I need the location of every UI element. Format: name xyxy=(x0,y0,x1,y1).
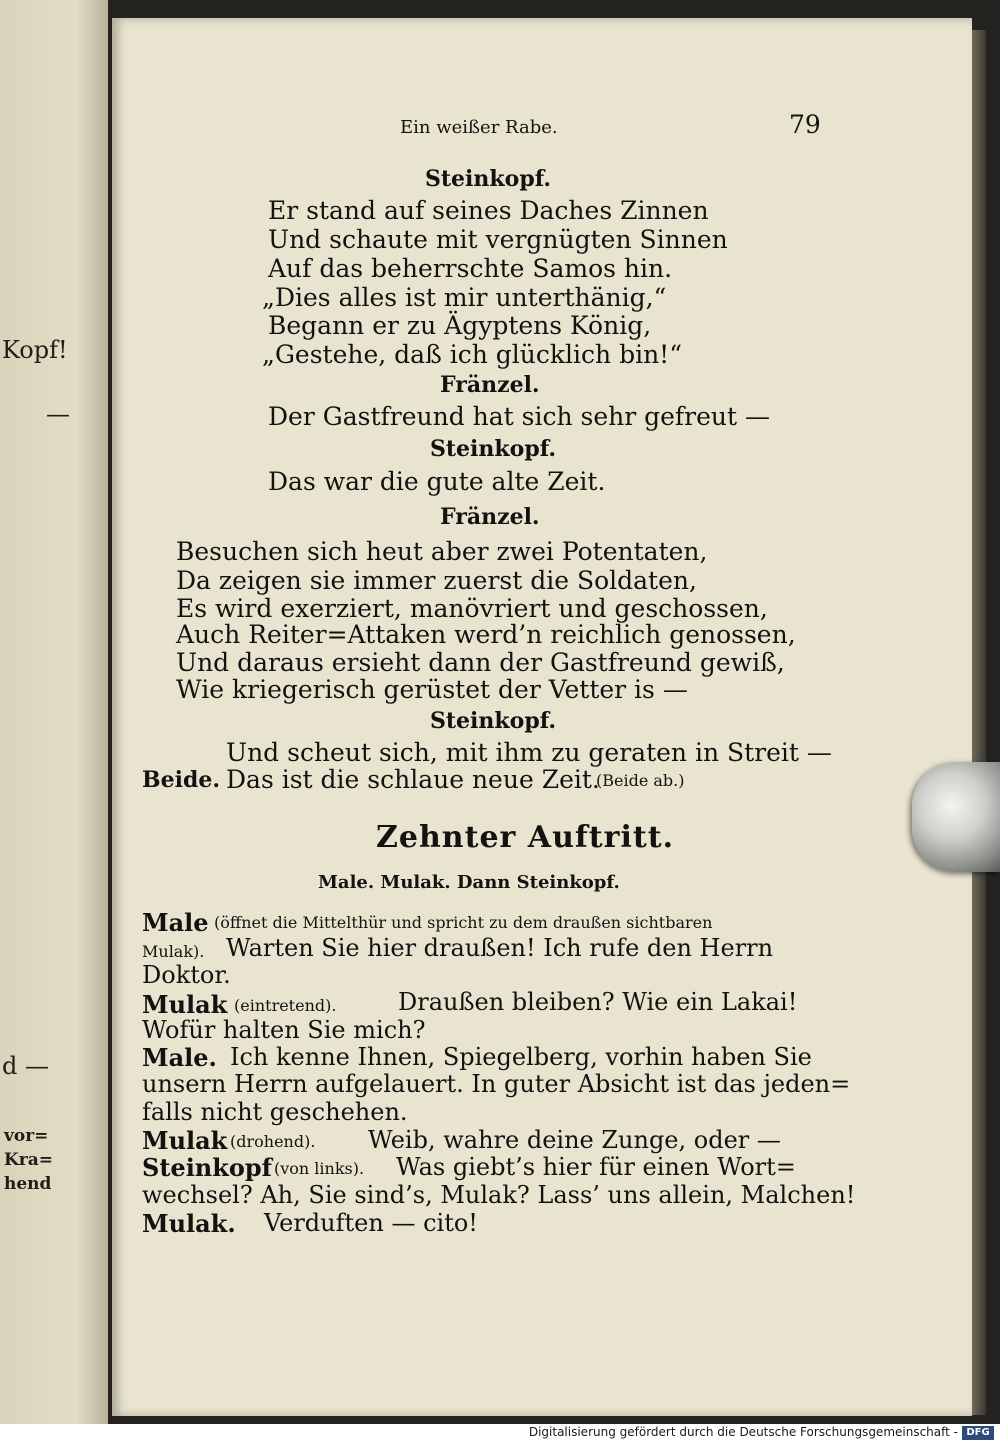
page-clip xyxy=(912,762,1000,872)
facing-page-fragment: Kopf! xyxy=(2,336,68,364)
page-edge xyxy=(972,30,986,1415)
speaker-name: Beide. xyxy=(142,767,220,793)
stage-direction: (Beide ab.) xyxy=(596,771,685,790)
dialogue-line: Warten Sie hier draußen! Ich rufe den Herrn xyxy=(226,934,774,962)
verse-line: Auch Reiter=Attaken werd’n reichlich genossen, xyxy=(176,620,796,649)
verse-line: Und schaute mit vergnügten Sinnen xyxy=(268,225,728,254)
dialogue-line: Doktor. xyxy=(142,961,231,989)
verse-line: „Dies alles ist mir unterthänig,“ xyxy=(262,283,667,312)
dialogue-line: unsern Herrn aufgelauert. In guter Absicht ist das jeden= xyxy=(142,1070,851,1098)
scene-title: Zehnter Auftritt. xyxy=(376,820,675,855)
funding-credit: Digitalisierung gefördert durch die Deutsche Forschungsgemeinschaft - xyxy=(528,1425,958,1439)
verse-line: Und scheut sich, mit ihm zu geraten in Streit — xyxy=(226,738,832,767)
verse-line: „Gestehe, daß ich glücklich bin!“ xyxy=(262,340,682,369)
dialogue-line: Wofür halten Sie mich? xyxy=(142,1016,426,1044)
verse-line: Der Gastfreund hat sich sehr gefreut — xyxy=(268,402,771,431)
speaker-name: Fränzel. xyxy=(440,372,540,398)
speaker-name: Steinkopf xyxy=(142,1153,272,1182)
verse-line: Es wird exerziert, manövriert und geschossen, xyxy=(176,594,768,623)
dialogue-line: falls nicht geschehen. xyxy=(142,1098,408,1126)
facing-page-fragment: Kra= xyxy=(4,1150,53,1170)
dialogue-line: Weib, wahre deine Zunge, oder — xyxy=(368,1126,781,1154)
verse-line: Da zeigen sie immer zuerst die Soldaten, xyxy=(176,566,697,595)
dialogue-line: Was giebt’s hier für einen Wort= xyxy=(396,1153,796,1181)
speaker-name: Mulak. xyxy=(142,1209,236,1238)
stage-direction: (drohend). xyxy=(230,1132,316,1151)
speaker-name: Male xyxy=(142,908,209,937)
stage-direction: (öffnet die Mittelthür und spricht zu dem draußen sichtbaren xyxy=(214,913,713,932)
verse-line: Das ist die schlaue neue Zeit. xyxy=(226,765,600,794)
speaker-name: Steinkopf. xyxy=(430,708,557,734)
page-number: 79 xyxy=(789,110,821,139)
verse-line: Das war die gute alte Zeit. xyxy=(268,467,606,496)
dialogue-line: Draußen bleiben? Wie ein Lakai! xyxy=(398,988,798,1016)
verse-line: Auf das beherrschte Samos hin. xyxy=(268,254,673,283)
stage-direction: (eintretend). xyxy=(234,996,337,1015)
speaker-name: Fränzel. xyxy=(440,504,540,530)
verse-line: Wie kriegerisch gerüstet der Vetter is — xyxy=(176,675,688,704)
facing-page-fragment: vor= xyxy=(4,1126,49,1146)
speaker-name: Steinkopf. xyxy=(425,166,552,192)
dialogue-line: wechsel? Ah, Sie sind’s, Mulak? Lass’ uns allein, Malchen! xyxy=(142,1181,856,1209)
verse-line: Besuchen sich heut aber zwei Potentaten, xyxy=(176,537,708,566)
speaker-name: Male. xyxy=(142,1043,217,1072)
verse-line: Und daraus ersieht dann der Gastfreund gewiß, xyxy=(176,648,785,677)
facing-page-fragment: d — xyxy=(2,1052,49,1080)
verse-line: Er stand auf seines Daches Zinnen xyxy=(268,196,709,225)
facing-page-fragment: — xyxy=(46,400,70,428)
footer-bar xyxy=(0,1424,1000,1443)
stage-direction: Mulak). xyxy=(142,942,205,961)
facing-page xyxy=(0,0,108,1424)
running-title: Ein weißer Rabe. xyxy=(400,117,558,138)
speaker-name: Mulak xyxy=(142,990,228,1019)
dfg-logo: DFG xyxy=(962,1426,994,1440)
speaker-name: Steinkopf. xyxy=(430,436,557,462)
scene-characters: Male. Mulak. Dann Steinkopf. xyxy=(318,872,620,893)
verse-line: Begann er zu Ägyptens König, xyxy=(268,311,652,340)
dialogue-line: Ich kenne Ihnen, Spiegelberg, vorhin haben Sie xyxy=(230,1043,812,1071)
speaker-name: Mulak xyxy=(142,1126,228,1155)
stage-direction: (von links). xyxy=(274,1159,365,1178)
facing-page-fragment: hend xyxy=(4,1174,52,1194)
dialogue-line: Verduften — cito! xyxy=(264,1209,478,1237)
